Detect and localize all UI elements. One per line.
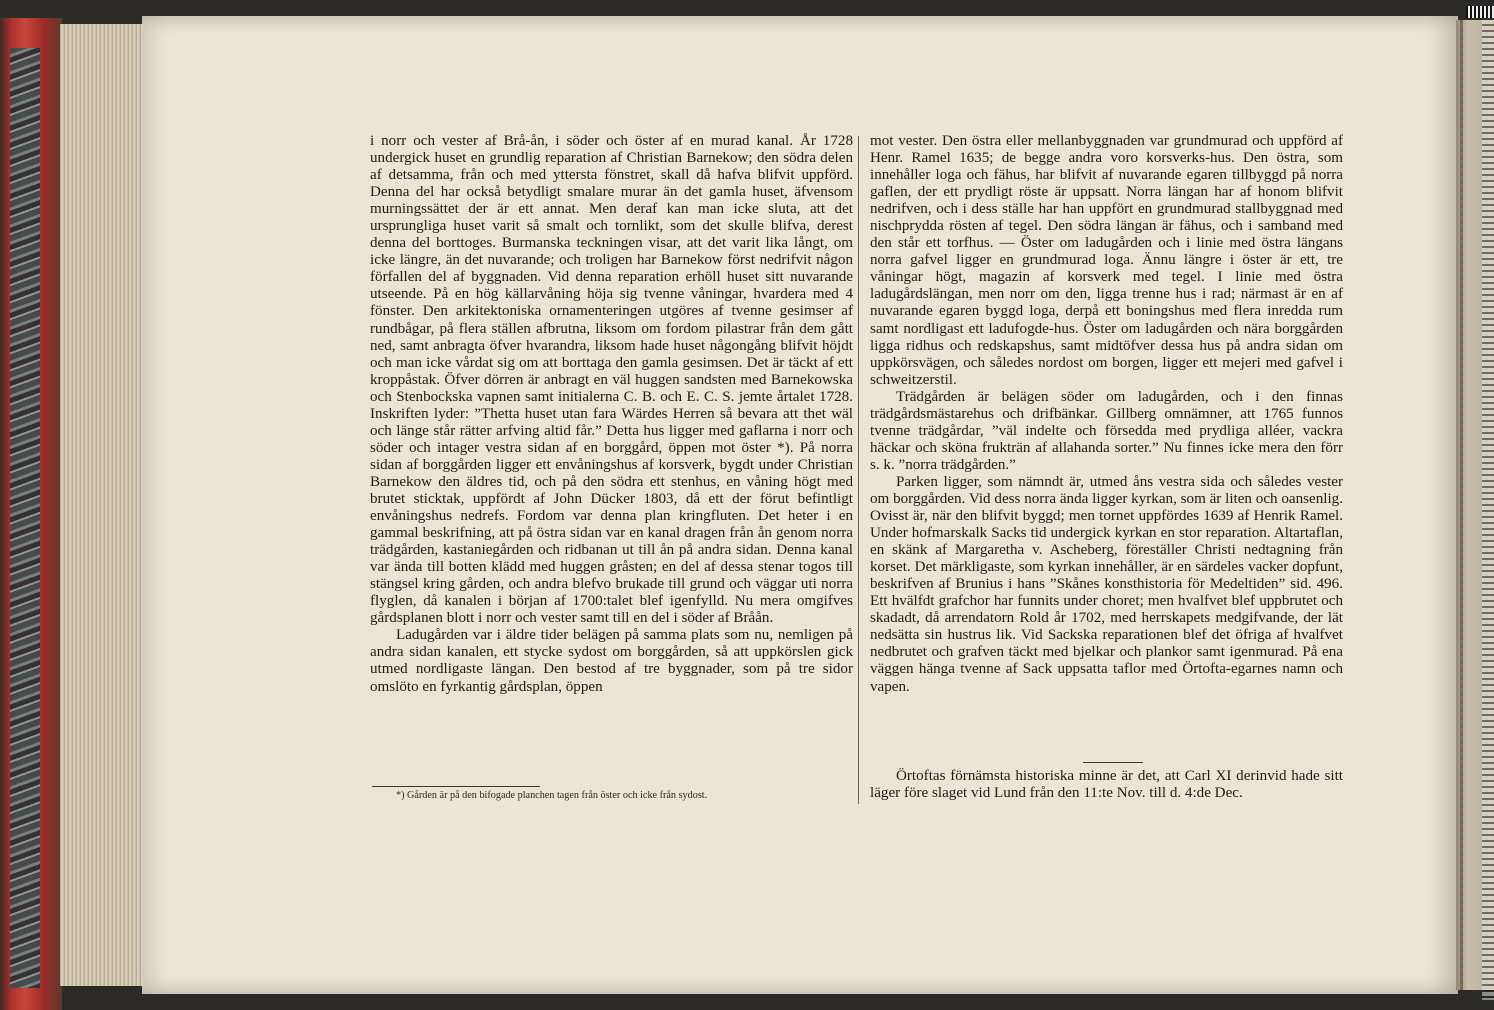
paragraph: Parken ligger, som nämndt är, utmed åns vestra sida och således vester om borggården. Vid dess norra ända ligger kyrkan, som är liten och oansenlig. Ovisst är, när den blifvit byggd; men tornet uppfördes 1639 af Henrik Ramel. Under hofmarskalk Sacks tid undergick kyrkan en stor reparation. Altartaflan, en skänk af Margaretha v. Ascheberg, föreställer Christi nedtagning från korset. Det märkligaste, som kyrkan innehåller, är en särdeles vacker dopfunt, beskrifven af Brunius i hans ”Skånes konsthistoria för Medeltiden” sid. 496. Ett hvälfdt grafchor har funnits under choret; men hvalfvet blef uppbrutet och skadadt, då arrendatorn Rold år 1702, med herrskapets medgifvande, der lät nedsätta sin hustrus lik. Vid Sackska reparationen blef det öfriga af hvalfvet nedbrutet och grafven täckt med bjelkar och plankor samt igenmurad. På ena väggen hänga tvenne af Sack uppsatta taflor med Örtofta-egarnes namn och vapen. xyxy=(870,473,1343,695)
left-text-column xyxy=(370,133,853,696)
next-page-border xyxy=(1460,20,1463,990)
paragraph: i norr och vester af Brå-ån, i söder och öster af en murad kanal. År 1728 undergick huset en grundlig reparation af Christian Barnekow; den södra delen af detsamma, från och med yttersta fönstret, skall då hafva blifvit uppförd. Denna del har också betydligt smalare murar än det gamla huset, äfvensom murningssättet der är ett annat. Men deraf kan man icke sluta, att det ursprungliga huset varit så smalt och tornlikt, som det skulle blifva, derest denna del borttoges. Burmanska teckningen visar, att det varit lika långt, om icke längre, än det nuvarande; och troligen har Barnekow först nedrifvit någon förfallen del af byggnaden. Vid denna reparation erhöll huset sitt nuvarande utseende. På en hög källarvåning höja sig tvenne våningar, hvardera med 4 fönster. Den arkitektoniska ornamenteringen utgöres af tvenne gesimser af rundbågar, på flera ställen afbrutna, liksom om fordom pilastrar från dem gått ned, samt anbragta öfver hvarandra, liksom hade huset någongång blifvit höjdt och man icke vårdat sig om att borttaga den gamla gesimsen. Det är täckt af ett kroppåstak. Öfver dörren är anbragt en väl huggen sandsten med Barnekowska och Stenbockska vapnen samt initialerna C. B. och E. C. S. jemte årtalet 1728. Inskriften lyder: ”Thetta huset utan fara Wärdes Herren så bevara att thet wäl och länge står rätter arfving altid får.” Detta hus ligger med gaflarna i norr och söder och intager vestra sidan af en borggård, öppen mot öster *). På norra sidan af borggården ligger ett envåningshus af korsverk, bygdt under Christian Barnekow den äldres tid, och på den södra ett stenhus, en våning högt med brutet sticktak, uppfördt af John Dücker 1803, då ett der förut befintligt envåningshus nedrefs. Fordom var denna plan kringfluten. Det heter i en gammal beskrifning, att på östra sidan var en kanal dragen från ån genom norra trädgården, kastaniegården och ridbanan ut till ån på andra sidan. Denna kanal var ända till botten klädd med huggen gråsten; en del af dessa stenar togos till stängsel kring gården, och andra blefvo brukade till grund och väggar uti norra flyglen, då kanalen i början af 1700:talet blef igenfylld. Nu mera omgifves gårdsplanen blott i norr och vester samt till en del i söder af Bråån. xyxy=(370,133,853,627)
footnote-rule xyxy=(372,786,540,787)
paragraph: Ladugården var i äldre tider belägen på samma plats som nu, nemligen på andra sidan kanalen, ett stycke sydost om borggården, så att uppkörslen gick utmed nordligaste längan. Den bestod af tre byggnader, som på tre sidor omslöto en fyrkantig gårdsplan, öppen xyxy=(370,627,853,695)
paragraph: Trädgården är belägen söder om ladugården, och i den finnas trädgårdsmästarehus och drifbänkar. Gillberg omnämner, att 1765 funnos tvenne trädgårdar, ”väl indelte och försedda med prydliga alléer, vackra häckar och sköna frukträn af allahanda sorter.” Nu finnes icke mera den förr s. k. ”norra trädgården.” xyxy=(870,388,1343,473)
right-text-column xyxy=(870,133,1343,696)
paragraph: mot vester. Den östra eller mellanbyggnaden var grundmurad och uppförd af Henr. Ramel 1635; de begge andra voro korsverks-hus. Den östra, som innehåller loga och fähus, har blifvit af nuvarande egaren tillbyggd på norra gaflen, der ett prydligt röste är uppsatt. Norra längan har af honom blifvit nedrifven, och i dess ställe har han uppfört en grundmurad stallbyggnad med nischprydda rösten af tegel. Den södra längan är fähus, och i samband med den står ett torfhus. — Öster om ladugården och i linie med östra längans norra gafvel ligger en grundmurad loga. Ännu längre i öster är ett, tre våningar högt, magazin af korsverk med tegel. I linie med östra ladugårdslängan, men norr om den, ligga trenne hus i rad; närmast är en af nuvarande egaren byggd loga, derpå ett boningshus med flera inredda rum samt nordligast ett ladufogde-hus. Öster om ladugården och nära borggården ligga ridhus och redskapshus, samt midtöfver dessa hus på andra sidan om uppkörsvägen, och således nordost om borgen, ligger ett mejeri med gafvel i schweitzerstil. xyxy=(870,133,1343,388)
marbled-cover xyxy=(10,48,40,988)
page-edges xyxy=(60,24,148,986)
section-rule xyxy=(1083,762,1143,763)
closing-section xyxy=(870,768,1343,802)
book-binding xyxy=(0,18,62,1010)
closing-paragraph: Örtoftas förnämsta historiska minne är det, att Carl XI derinvid hade sitt läger före slaget vid Lund från den 11:te Nov. till d. 4:de Dec. xyxy=(870,768,1343,802)
column-divider xyxy=(858,136,859,804)
scale-ruler xyxy=(1466,6,1494,18)
footnote: *) Gården är på den bifogade planchen tagen från öster och icke från sydost. xyxy=(396,790,708,801)
scale-ruler-vertical xyxy=(1482,20,1494,1000)
